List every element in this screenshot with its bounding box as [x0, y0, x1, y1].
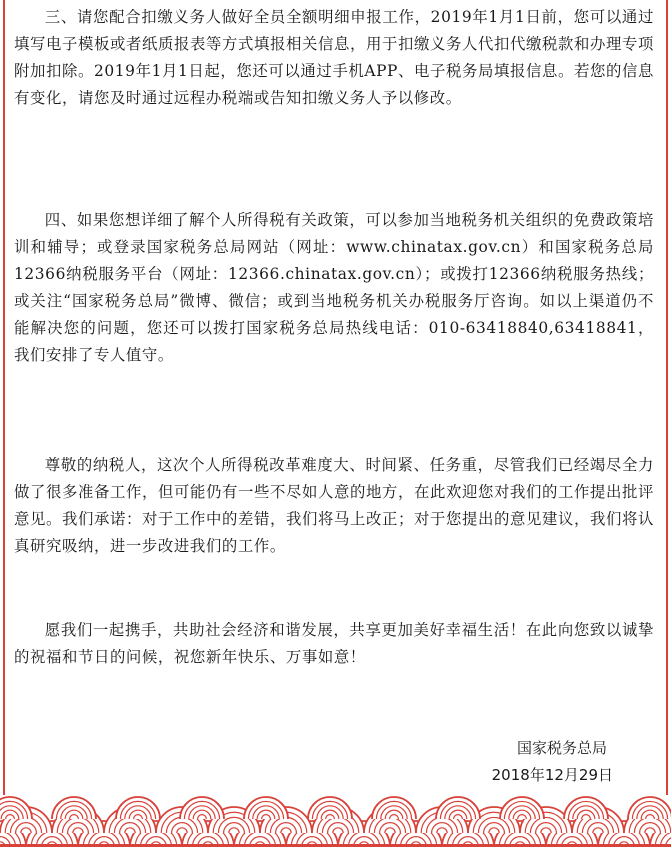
wave-motif — [372, 797, 416, 819]
paragraph-apology: 尊敬的纳税人，这次个人所得税改革难度大、时间紧、任务重，尽管我们已经竭尽全力做了很多准备工作，但可能仍有一些不尽如人意的地方，在此欢迎您对我们的工作提出批评意见。我们承诺：对于工作中的差错，我们将马上改正；对于您提出的意见建议，我们将认真研究吸纳，进一步改进我们的工作。 — [14, 456, 654, 556]
wave-motif — [436, 797, 480, 819]
wave-motif — [0, 797, 32, 819]
paragraph-greeting: 愿我们一起携手，共助社会经济和谐发展，共享更加美好幸福生活！在此向您致以诚挚的祝福和节日的问候，祝您新年快乐、万事如意！ — [14, 621, 654, 667]
signature-date: 2018年12月29日 — [491, 766, 613, 784]
signature-organization: 国家税务总局 — [516, 739, 607, 757]
wave-decoration — [0, 789, 671, 847]
signature-block — [492, 735, 613, 789]
wave-motif — [116, 797, 160, 819]
left-red-border — [3, 0, 5, 795]
paragraph-item-three: 三、请您配合扣缴义务人做好全员全额明细申报工作，2019年1月1日前，您可以通过填写电子模板或者纸质报表等方式填报相关信息，用于扣缴义务人代扣代缴税款和办理专项附加扣除。2019年1月1日起，您还可以通过手机APP、电子税务局填报信息。若您的信息有变化，请您及时通过远程办税端或告知扣缴义务人予以修改。 — [14, 8, 654, 108]
right-red-border — [666, 0, 668, 795]
wave-motif — [308, 797, 352, 819]
wave-motif — [564, 797, 608, 819]
paragraph-item-four: 四、如果您想详细了解个人所得税有关政策，可以参加当地税务机关组织的免费政策培训和辅导；或登录国家税务总局网站（网址：www.chinatax.gov.cn）和国家税务总局12366纳税服务平台（网址：12366.chinatax.gov.cn）；或拨打12366纳税服务热线；或关注“国家税务总局”微博、微信；或到当地税务机关办税服务厅咨询。如以上渠道仍不能解决您的问题，您还可以拨打国家税务总局热线电话：010-63418840,63418841，我们安排了专人值守。 — [14, 211, 654, 365]
wave-motif — [500, 797, 544, 819]
wave-motif — [180, 797, 224, 819]
wave-motif — [52, 797, 96, 819]
wave-motif — [628, 797, 671, 819]
wave-motif — [244, 797, 288, 819]
